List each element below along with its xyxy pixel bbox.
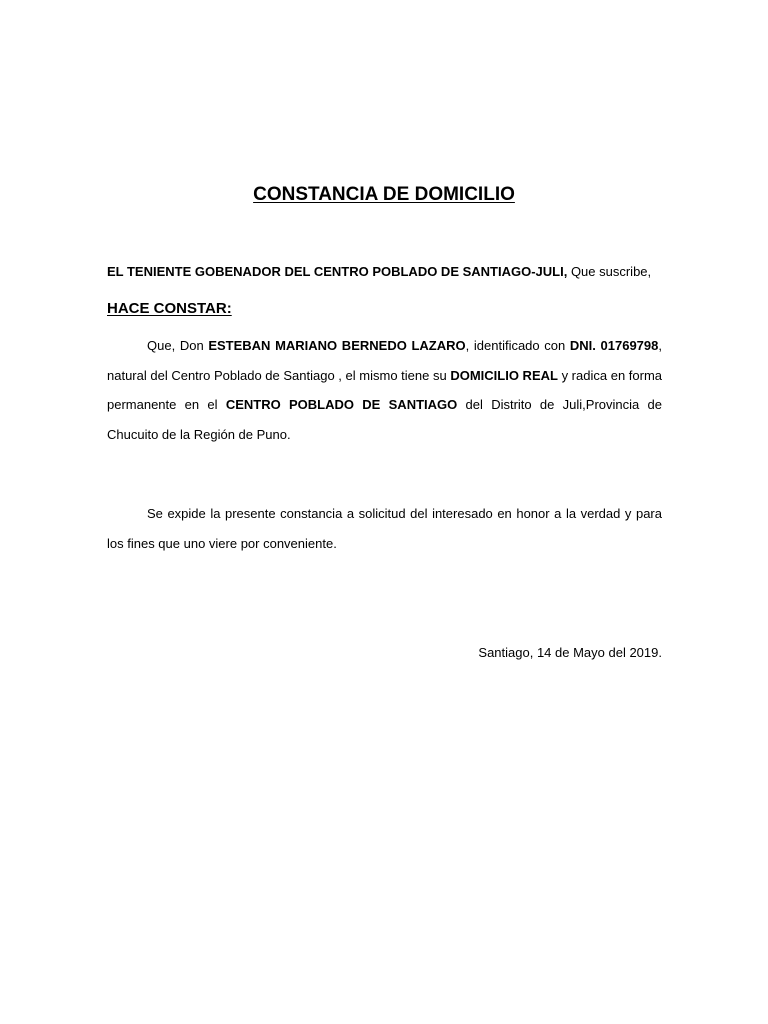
person-name: ESTEBAN MARIANO BERNEDO LAZARO xyxy=(208,338,466,353)
intro-line xyxy=(107,264,663,279)
dni-number: DNI. 01769798 xyxy=(569,338,659,353)
hace-constar-heading: HACE CONSTAR: xyxy=(107,300,232,317)
date-line: Santiago, 14 de Mayo del 2019. xyxy=(478,645,662,660)
centro-poblado: CENTRO POBLADO DE SANTIAGO xyxy=(225,397,458,412)
intro-authority: EL TENIENTE GOBENADOR DEL CENTRO POBLADO DE SANTIAGO-JULI, xyxy=(107,264,568,279)
para1-text-2: , identificado con xyxy=(465,338,570,353)
para1-text-5: del Distrito de Juli,Provincia de Chucuito de la Región de Puno. xyxy=(107,397,663,442)
intro-suffix: Que suscribe, xyxy=(567,264,652,279)
certification-paragraph xyxy=(107,331,662,449)
domicilio-real: DOMICILIO REAL xyxy=(450,367,558,383)
para1-text-4: y radica en forma permanente en el xyxy=(107,367,663,412)
para1-text-3: , natural del Centro Poblado de Santiago , el mismo tiene su xyxy=(107,338,662,383)
para1-text-1: Que, Don xyxy=(147,338,209,353)
document-title: CONSTANCIA DE DOMICILIO xyxy=(253,184,515,205)
issuance-paragraph: Se expide la presente constancia a solicitud del interesado en honor a la verdad y para los fines que uno viere por conveniente. xyxy=(107,506,662,551)
